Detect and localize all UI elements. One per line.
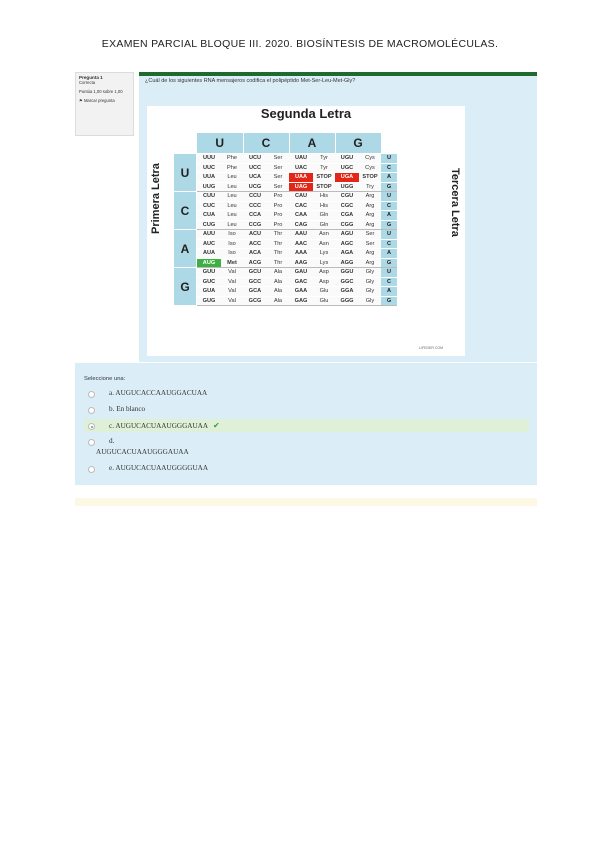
codon-row bbox=[174, 249, 398, 259]
codon-cell: AGC bbox=[335, 239, 359, 249]
codon-cell: UGC bbox=[335, 163, 359, 173]
amino-acid-cell: His bbox=[313, 192, 335, 202]
amino-acid-cell: Iso bbox=[221, 249, 243, 259]
codon-cell: CCA bbox=[243, 211, 267, 221]
amino-acid-cell: Asp bbox=[313, 277, 335, 287]
amino-acid-cell: Leu bbox=[221, 201, 243, 211]
third-letter-cell: C bbox=[381, 277, 397, 287]
amino-acid-cell: Cys bbox=[359, 154, 381, 164]
third-letter-cell: C bbox=[381, 239, 397, 249]
codon-cell: CCG bbox=[243, 220, 267, 230]
amino-acid-cell: Val bbox=[221, 287, 243, 297]
codon-cell: GCC bbox=[243, 277, 267, 287]
codon-row bbox=[174, 296, 398, 306]
codon-cell: UAC bbox=[289, 163, 313, 173]
radio-a[interactable] bbox=[88, 391, 95, 398]
question-score: Puntúa 1,00 sobre 1,00 bbox=[79, 89, 123, 95]
codon-cell: UCU bbox=[243, 154, 267, 164]
amino-acid-cell: Leu bbox=[221, 173, 243, 183]
codon-row bbox=[174, 163, 398, 173]
codon-row bbox=[174, 182, 398, 192]
amino-acid-cell: Ser bbox=[359, 239, 381, 249]
first-letter-label: Primera Letra bbox=[150, 163, 162, 234]
amino-acid-cell: Gln bbox=[313, 211, 335, 221]
codon-cell: GUC bbox=[197, 277, 222, 287]
table-corner bbox=[174, 133, 197, 154]
question-info-panel bbox=[75, 72, 134, 136]
codon-cell: ACU bbox=[243, 230, 267, 240]
amino-acid-cell: Leu bbox=[221, 211, 243, 221]
codon-row bbox=[174, 258, 398, 268]
codon-cell: GUU bbox=[197, 268, 222, 278]
codon-row bbox=[174, 173, 398, 183]
third-letter-cell: G bbox=[381, 296, 397, 306]
amino-acid-cell: STOP bbox=[313, 182, 335, 192]
codon-cell: UAA bbox=[289, 173, 313, 183]
amino-acid-cell: Lys bbox=[313, 258, 335, 268]
amino-acid-cell: Arg bbox=[359, 192, 381, 202]
first-letter-a: A bbox=[174, 230, 197, 268]
option-c[interactable] bbox=[84, 419, 529, 432]
amino-acid-cell: Ala bbox=[267, 296, 289, 306]
codon-cell: AUA bbox=[197, 249, 222, 259]
quiz-question-block bbox=[75, 72, 537, 472]
amino-acid-cell: Cys bbox=[359, 163, 381, 173]
radio-c[interactable] bbox=[88, 423, 95, 430]
option-e-label: e. AUGUCACUAAUGGGGUAA bbox=[109, 464, 209, 472]
third-letter-cell: U bbox=[381, 192, 397, 202]
amino-acid-cell: Phe bbox=[221, 154, 243, 164]
amino-acid-cell: Gln bbox=[313, 220, 335, 230]
codon-cell: GGU bbox=[335, 268, 359, 278]
first-letter-u: U bbox=[174, 154, 197, 192]
codon-cell: GUG bbox=[197, 296, 222, 306]
codon-cell: UGU bbox=[335, 154, 359, 164]
feedback-panel bbox=[75, 498, 537, 506]
flag-icon: ⚑ bbox=[79, 97, 83, 103]
third-letter-label: Tercera Letra bbox=[449, 168, 461, 237]
radio-e[interactable] bbox=[88, 466, 95, 473]
amino-acid-cell: Val bbox=[221, 268, 243, 278]
codon-cell: CAG bbox=[289, 220, 313, 230]
table-corner-right bbox=[381, 133, 397, 154]
codon-cell: CAC bbox=[289, 201, 313, 211]
codon-cell: UGA bbox=[335, 173, 359, 183]
third-letter-cell: G bbox=[381, 258, 397, 268]
codon-cell: GGA bbox=[335, 287, 359, 297]
codon-cell: AGU bbox=[335, 230, 359, 240]
codon-cell: CUA bbox=[197, 211, 222, 221]
question-panel bbox=[139, 76, 537, 362]
third-letter-cell: A bbox=[381, 249, 397, 259]
amino-acid-cell: Thr bbox=[267, 239, 289, 249]
amino-acid-cell: Arg bbox=[359, 220, 381, 230]
third-letter-cell: U bbox=[381, 154, 397, 164]
amino-acid-cell: Leu bbox=[221, 182, 243, 192]
amino-acid-cell: Ser bbox=[267, 154, 289, 164]
option-a-label: a. AUGUCACCAAUGGACUAA bbox=[109, 389, 208, 397]
codon-cell: UCA bbox=[243, 173, 267, 183]
codon-cell: CGA bbox=[335, 211, 359, 221]
amino-acid-cell: Ser bbox=[267, 182, 289, 192]
codon-row bbox=[174, 192, 398, 202]
third-letter-cell: G bbox=[381, 220, 397, 230]
codon-row bbox=[174, 220, 398, 230]
amino-acid-cell: Arg bbox=[359, 211, 381, 221]
amino-acid-cell: Pro bbox=[267, 220, 289, 230]
codon-cell: AUC bbox=[197, 239, 222, 249]
codon-cell: AUU bbox=[197, 230, 222, 240]
third-letter-cell: A bbox=[381, 287, 397, 297]
codon-cell: AAA bbox=[289, 249, 313, 259]
flag-question-link[interactable] bbox=[79, 98, 130, 103]
third-letter-cell: G bbox=[381, 182, 397, 192]
flag-label: Marcar pregunta bbox=[83, 97, 115, 103]
codon-cell: GAU bbox=[289, 268, 313, 278]
third-letter-cell: U bbox=[381, 268, 397, 278]
codon-row bbox=[174, 211, 398, 221]
third-letter-cell: U bbox=[381, 230, 397, 240]
codon-cell: AAG bbox=[289, 258, 313, 268]
codon-row bbox=[174, 287, 398, 297]
third-letter-cell: A bbox=[381, 211, 397, 221]
amino-acid-cell: Ser bbox=[359, 230, 381, 240]
third-letter-cell: C bbox=[381, 163, 397, 173]
amino-acid-cell: Pro bbox=[267, 192, 289, 202]
amino-acid-cell: Ala bbox=[267, 287, 289, 297]
amino-acid-cell: Asp bbox=[313, 268, 335, 278]
codon-cell: AAU bbox=[289, 230, 313, 240]
codon-cell: CAA bbox=[289, 211, 313, 221]
codon-cell: CUU bbox=[197, 192, 222, 202]
amino-acid-cell: Gly bbox=[359, 287, 381, 297]
amino-acid-cell: Ser bbox=[267, 173, 289, 183]
option-d-label: d. bbox=[109, 437, 115, 445]
amino-acid-cell: Leu bbox=[221, 220, 243, 230]
codon-cell: UCC bbox=[243, 163, 267, 173]
radio-d[interactable] bbox=[88, 439, 95, 446]
amino-acid-cell: STOP bbox=[359, 173, 381, 183]
codon-cell: UUU bbox=[197, 154, 222, 164]
option-a[interactable] bbox=[84, 387, 529, 400]
amino-acid-cell: Arg bbox=[359, 201, 381, 211]
option-b-label: b. En blanco bbox=[109, 405, 146, 413]
codon-cell: UUC bbox=[197, 163, 222, 173]
codon-cell: GAG bbox=[289, 296, 313, 306]
amino-acid-cell: Asn bbox=[313, 230, 335, 240]
codon-cell: UCG bbox=[243, 182, 267, 192]
question-status: Correcta bbox=[79, 80, 96, 86]
codon-cell: GCG bbox=[243, 296, 267, 306]
second-letter-a: A bbox=[289, 133, 335, 154]
codon-cell: GCA bbox=[243, 287, 267, 297]
amino-acid-cell: His bbox=[313, 201, 335, 211]
codon-cell: CGG bbox=[335, 220, 359, 230]
amino-acid-cell: Pro bbox=[267, 201, 289, 211]
codon-cell: CAU bbox=[289, 192, 313, 202]
question-text: ¿Cuál de los siguientes RNA mensajeros codifica el polipéptido Met-Ser-Leu-Met-Gly? bbox=[145, 78, 356, 84]
amino-acid-cell: Iso bbox=[221, 239, 243, 249]
amino-acid-cell: Val bbox=[221, 277, 243, 287]
amino-acid-cell: Thr bbox=[267, 249, 289, 259]
second-letter-g: G bbox=[335, 133, 381, 154]
amino-acid-cell: Iso bbox=[221, 230, 243, 240]
codon-row bbox=[174, 154, 398, 164]
second-letter-u: U bbox=[197, 133, 244, 154]
option-d[interactable] bbox=[84, 435, 529, 461]
amino-acid-cell: Thr bbox=[267, 230, 289, 240]
amino-acid-cell: Pro bbox=[267, 211, 289, 221]
codon-cell: GUA bbox=[197, 287, 222, 297]
amino-acid-cell: Thr bbox=[267, 258, 289, 268]
codon-cell: AAC bbox=[289, 239, 313, 249]
codon-cell: GGG bbox=[335, 296, 359, 306]
codon-cell: ACA bbox=[243, 249, 267, 259]
amino-acid-cell: Glu bbox=[313, 296, 335, 306]
codon-row bbox=[174, 239, 398, 249]
amino-acid-cell: Arg bbox=[359, 258, 381, 268]
codon-cell: UGG bbox=[335, 182, 359, 192]
watermark: LIFEDER.COM bbox=[419, 346, 443, 350]
first-letter-c: C bbox=[174, 192, 197, 230]
codon-cell: CUG bbox=[197, 220, 222, 230]
select-one-prompt: Seleccione una: bbox=[84, 376, 126, 382]
codon-cell: UAG bbox=[289, 182, 313, 192]
check-icon: ✔ bbox=[213, 421, 220, 430]
amino-acid-cell: Asn bbox=[313, 239, 335, 249]
third-letter-cell: C bbox=[381, 201, 397, 211]
third-letter-cell: A bbox=[381, 173, 397, 183]
codon-cell: GAA bbox=[289, 287, 313, 297]
codon-cell: GCU bbox=[243, 268, 267, 278]
codon-cell: UUA bbox=[197, 173, 222, 183]
radio-b[interactable] bbox=[88, 407, 95, 414]
amino-acid-cell: Tyr bbox=[313, 154, 335, 164]
genetic-code-image bbox=[147, 106, 465, 356]
amino-acid-cell: Tyr bbox=[313, 163, 335, 173]
codon-row bbox=[174, 268, 398, 278]
option-c-label: c. AUGUCACUAAUGGGAUAA ✔ bbox=[109, 421, 220, 430]
codon-table-title: Segunda Letra bbox=[260, 106, 352, 121]
amino-acid-cell: Glu bbox=[313, 287, 335, 297]
codon-cell: CCC bbox=[243, 201, 267, 211]
codon-cell: UAU bbox=[289, 154, 313, 164]
amino-acid-cell: Phe bbox=[221, 163, 243, 173]
amino-acid-cell: Ala bbox=[267, 268, 289, 278]
codon-row bbox=[174, 201, 398, 211]
codon-cell: CGC bbox=[335, 201, 359, 211]
amino-acid-cell: Val bbox=[221, 296, 243, 306]
codon-row bbox=[174, 230, 398, 240]
amino-acid-cell: Gly bbox=[359, 296, 381, 306]
answers-panel bbox=[75, 363, 537, 485]
amino-acid-cell: Arg bbox=[359, 249, 381, 259]
first-letter-g: G bbox=[174, 268, 197, 306]
codon-row bbox=[174, 277, 398, 287]
question-number: Pregunta 1 bbox=[79, 75, 103, 80]
amino-acid-cell: Ser bbox=[267, 163, 289, 173]
page-title: EXAMEN PARCIAL BLOQUE III. 2020. BIOSÍNTESIS DE MACROMOLÉCULAS. bbox=[101, 38, 499, 50]
option-d-sequence: AUGUCACUAAUGGGAUAA bbox=[96, 448, 189, 456]
codon-cell: ACC bbox=[243, 239, 267, 249]
amino-acid-cell: Leu bbox=[221, 192, 243, 202]
codon-cell: GGC bbox=[335, 277, 359, 287]
codon-cell: CGU bbox=[335, 192, 359, 202]
codon-cell: CUC bbox=[197, 201, 222, 211]
amino-acid-cell: Met bbox=[221, 258, 243, 268]
codon-cell: ACG bbox=[243, 258, 267, 268]
codon-cell: AUG bbox=[197, 258, 222, 268]
codon-cell: AGG bbox=[335, 258, 359, 268]
codon-cell: GAC bbox=[289, 277, 313, 287]
second-letter-c: C bbox=[243, 133, 289, 154]
option-e[interactable] bbox=[84, 462, 529, 475]
option-b[interactable] bbox=[84, 403, 529, 416]
amino-acid-cell: STOP bbox=[313, 173, 335, 183]
codon-cell: AGA bbox=[335, 249, 359, 259]
amino-acid-cell: Gly bbox=[359, 277, 381, 287]
amino-acid-cell: Lys bbox=[313, 249, 335, 259]
codon-table bbox=[173, 132, 397, 306]
amino-acid-cell: Gly bbox=[359, 268, 381, 278]
amino-acid-cell: Try bbox=[359, 182, 381, 192]
amino-acid-cell: Ala bbox=[267, 277, 289, 287]
codon-cell: CCU bbox=[243, 192, 267, 202]
codon-cell: UUG bbox=[197, 182, 222, 192]
